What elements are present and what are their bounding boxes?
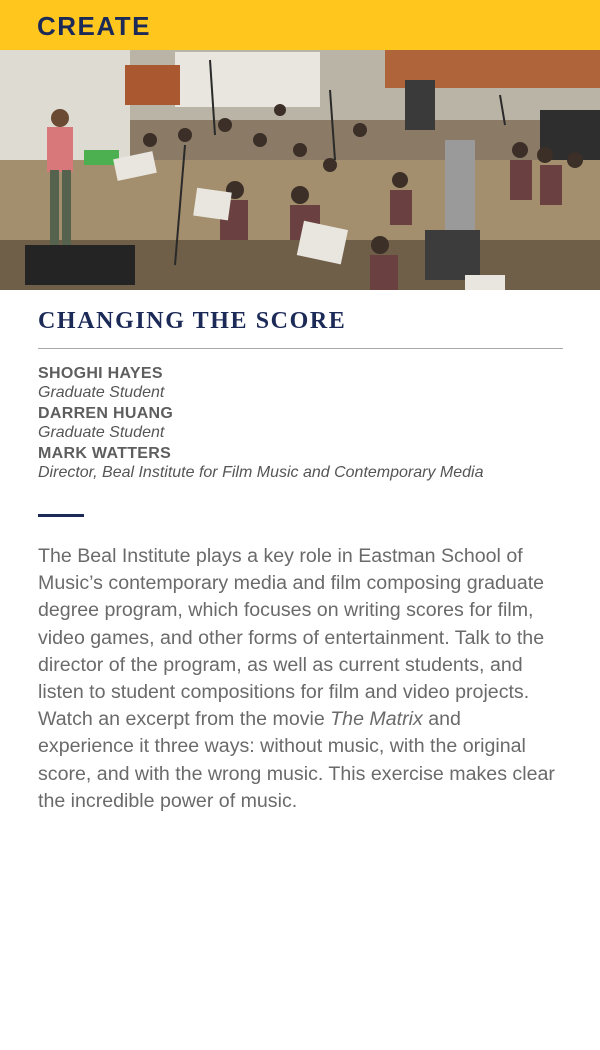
participant-role: Graduate Student (38, 424, 165, 441)
movie-title: The Matrix (330, 708, 423, 731)
participant-role: Graduate Student (38, 384, 165, 401)
article-body (38, 543, 558, 815)
accent-divider (38, 514, 84, 517)
body-paragraph (38, 543, 558, 815)
participant-role: Director, Beal Institute for Film Music and Contemporary Media (38, 464, 484, 481)
section-label: CREATE (37, 11, 151, 41)
participant-name: SHOGHI HAYES (38, 365, 163, 382)
participant-name: MARK WATTERS (38, 445, 172, 462)
title-divider (38, 348, 563, 349)
participant (38, 404, 568, 442)
section-header-bar (0, 0, 600, 50)
orchestra-photo (0, 50, 600, 290)
participant (38, 364, 568, 402)
article-title: CHANGING THE SCORE (38, 308, 347, 334)
participant-name: DARREN HUANG (38, 405, 174, 422)
participants-list (38, 364, 568, 484)
body-text-part2: and experience it three ways: without music, with the original score, and with the wrong music. This exercise makes clear the incredible power of music. (38, 708, 555, 812)
body-text-part1: The Beal Institute plays a key role in Eastman School of Music’s contemporary media and film composing graduate degree program, which focuses on writing scores for film, video games, and other forms of entertainment. Talk to the director of the program, as well as current students, and listen to student compositions for film and video projects. Watch an excerpt from the movie (38, 545, 545, 731)
participant (38, 444, 568, 482)
